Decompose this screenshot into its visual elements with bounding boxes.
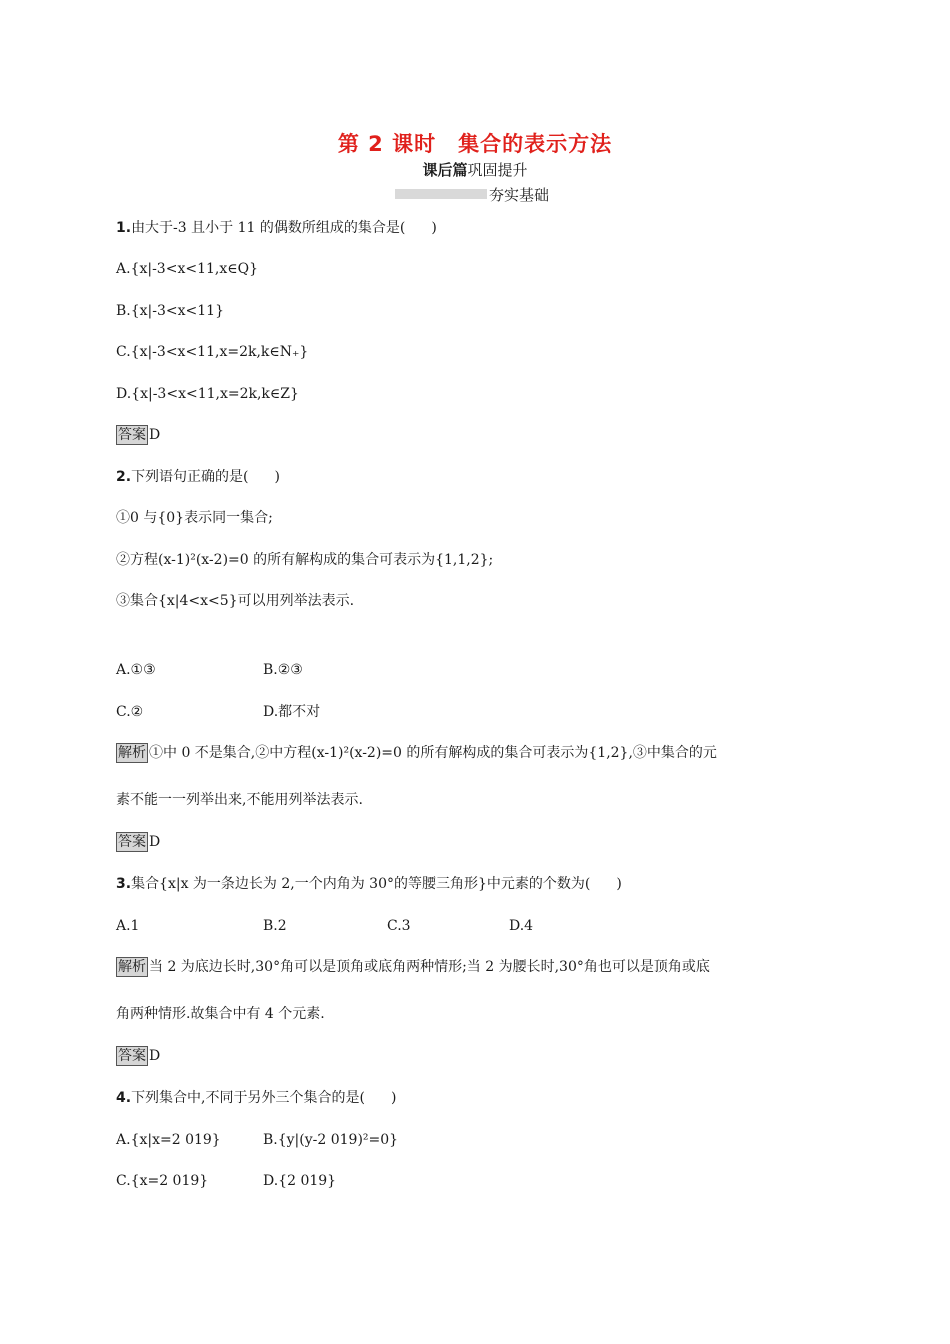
option-a: A.①③ (116, 662, 156, 678)
analysis-row (116, 957, 710, 977)
question-close: ) (390, 1090, 397, 1106)
subtitle-bold: 课后篇 (422, 161, 468, 179)
question-text: 下列语句正确的是( (131, 469, 249, 485)
question-number: 2. (116, 469, 132, 485)
question-number: 1. (116, 220, 132, 236)
question-close: ) (274, 469, 280, 485)
analysis-tag: 解析 (118, 959, 146, 975)
section-label: 夯实基础 (489, 185, 550, 204)
option-a: A.{x|x=2 019} (116, 1132, 221, 1148)
option-d: D.{2 019} (263, 1173, 337, 1189)
analysis-continued: 素不能一一列举出来,不能用列举法表示. (116, 792, 363, 808)
option-b: B.{x|-3<x<11} (116, 303, 224, 319)
option-c: C.{x=2 019} (116, 1173, 209, 1189)
option-b: B.②③ (263, 662, 303, 678)
question-1 (116, 218, 437, 238)
answer-value: D (149, 427, 161, 443)
question-text: 下列集合中,不同于另外三个集合的是( (131, 1090, 365, 1106)
answer-value: D (149, 1048, 161, 1064)
section-heading (395, 184, 549, 204)
answer-row (116, 1046, 160, 1066)
answer-row (116, 425, 160, 445)
option-b: B.2 (263, 918, 287, 934)
answer-tag: 答案 (118, 427, 146, 443)
page-subtitle (0, 159, 950, 180)
option-c: C.3 (387, 918, 411, 934)
option-a: A.{x|-3<x<11,x∈Q} (116, 261, 258, 277)
answer-tag: 答案 (118, 834, 146, 850)
analysis-tag: 解析 (118, 745, 146, 761)
answer-row (116, 832, 160, 852)
statement-2: ②方程(x-1)²(x-2)=0 的所有解构成的集合可表示为{1,1,2}; (116, 552, 494, 568)
question-2 (116, 467, 280, 487)
option-a: A.1 (116, 918, 140, 934)
analysis-continued: 角两种情形.故集合中有 4 个元素. (116, 1006, 325, 1022)
question-close: ) (431, 220, 437, 236)
analysis-row (116, 743, 717, 763)
answer-value: D (149, 834, 161, 850)
question-close: ) (616, 876, 622, 892)
option-d: D.都不对 (263, 704, 321, 720)
option-d: D.{x|-3<x<11,x=2k,k∈Z} (116, 386, 299, 402)
statement-3: ③集合{x|4<x<5}可以用列举法表示. (116, 593, 355, 609)
answer-tag: 答案 (118, 1048, 146, 1064)
analysis-text: ①中 0 不是集合,②中方程(x-1)²(x-2)=0 的所有解构成的集合可表示为{1,2},③中集合的元 (149, 745, 717, 761)
section-bar (395, 189, 487, 199)
question-text: 集合{x|x 为一条边长为 2,一个内角为 30°的等腰三角形}中元素的个数为( (131, 876, 591, 892)
statement-1: ①0 与{0}表示同一集合; (116, 510, 273, 526)
page-title: 第 2 课时 集合的表示方法 (337, 132, 613, 156)
option-d: D.4 (509, 918, 534, 934)
question-number: 3. (116, 876, 132, 892)
question-3 (116, 874, 622, 894)
subtitle-rest: 巩固提升 (467, 161, 528, 179)
option-c: C.② (116, 704, 144, 720)
option-b: B.{y|(y-2 019)²=0} (263, 1132, 399, 1148)
question-number: 4. (116, 1090, 132, 1106)
question-4 (116, 1088, 396, 1108)
question-text: 由大于-3 且小于 11 的偶数所组成的集合是( (131, 220, 406, 236)
analysis-text: 当 2 为底边长时,30°角可以是顶角或底角两种情形;当 2 为腰长时,30°角也可以是顶角或底 (149, 959, 710, 975)
option-c: C.{x|-3<x<11,x=2k,k∈N₊} (116, 344, 309, 360)
